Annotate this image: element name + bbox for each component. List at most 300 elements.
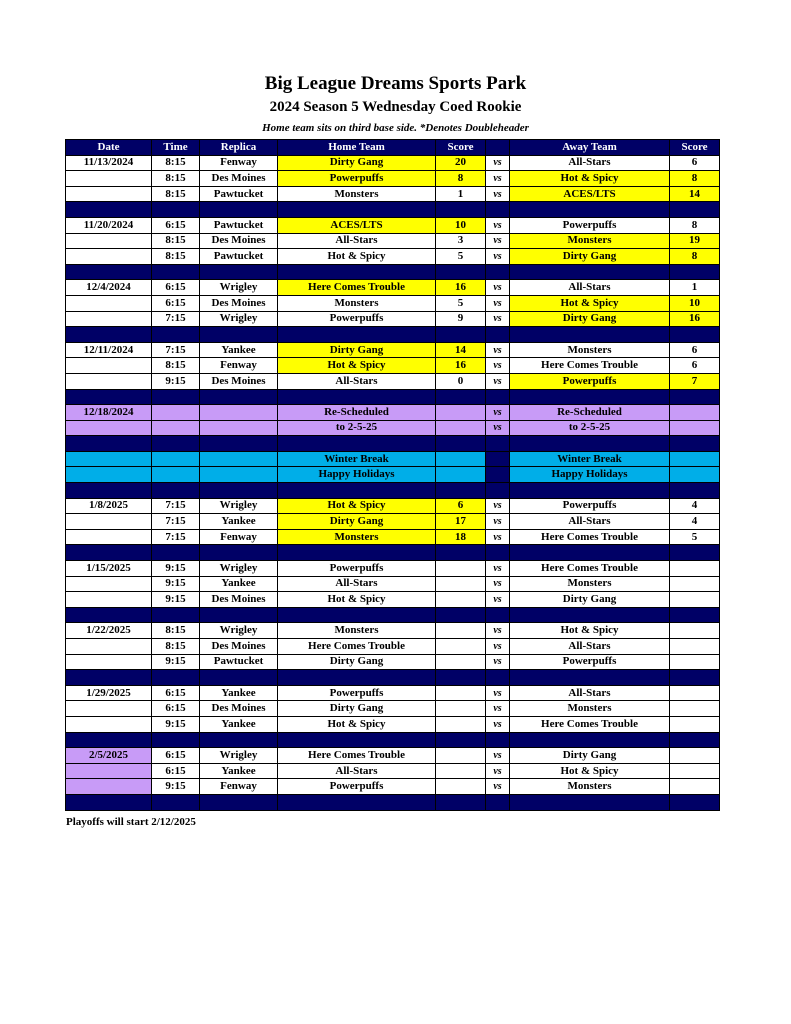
header-away-team: Away Team (510, 140, 670, 156)
away-team-cell: ACES/LTS (510, 186, 670, 202)
away-score-cell (670, 561, 720, 577)
separator-cell (670, 483, 720, 499)
separator-cell (278, 389, 436, 405)
vs-cell: vs (486, 763, 510, 779)
time-cell: 9:15 (152, 592, 200, 608)
home-team-cell: Hot & Spicy (278, 716, 436, 732)
table-row (66, 748, 720, 764)
away-team-cell: All-Stars (510, 685, 670, 701)
home-score-cell (436, 451, 486, 467)
home-score-cell: 3 (436, 233, 486, 249)
home-team-cell: Monsters (278, 186, 436, 202)
separator-cell (66, 607, 152, 623)
separator-cell (152, 607, 200, 623)
home-score-cell: 0 (436, 373, 486, 389)
separator-cell (278, 483, 436, 499)
home-team-cell: Powerpuffs (278, 561, 436, 577)
replica-cell: Wrigley (200, 561, 278, 577)
date-cell: 11/13/2024 (66, 155, 152, 171)
home-score-cell: 14 (436, 342, 486, 358)
home-team-cell: Monsters (278, 295, 436, 311)
away-score-cell (670, 748, 720, 764)
separator-row (66, 264, 720, 280)
replica-cell: Des Moines (200, 171, 278, 187)
separator-cell (486, 264, 510, 280)
separator-cell (200, 483, 278, 499)
date-cell (66, 451, 152, 467)
away-score-cell (670, 701, 720, 717)
separator-cell (152, 732, 200, 748)
separator-cell (200, 327, 278, 343)
separator-cell (510, 607, 670, 623)
home-team-cell: Hot & Spicy (278, 592, 436, 608)
header-time: Time (152, 140, 200, 156)
date-cell: 1/8/2025 (66, 498, 152, 514)
separator-cell (670, 264, 720, 280)
schedule-table (65, 139, 720, 811)
separator-cell (670, 389, 720, 405)
away-team-cell: Here Comes Trouble (510, 716, 670, 732)
away-team-cell: to 2-5-25 (510, 420, 670, 436)
home-team-cell: Dirty Gang (278, 654, 436, 670)
vs-cell: vs (486, 405, 510, 421)
separator-cell (436, 670, 486, 686)
page-title: Big League Dreams Sports Park (264, 73, 527, 94)
away-team-cell: Monsters (510, 233, 670, 249)
time-cell: 8:15 (152, 186, 200, 202)
separator-cell (436, 545, 486, 561)
header-vs (486, 140, 510, 156)
date-cell (66, 639, 152, 655)
away-team-cell: Dirty Gang (510, 748, 670, 764)
home-team-cell: Winter Break (278, 451, 436, 467)
away-score-cell (670, 716, 720, 732)
home-score-cell: 16 (436, 280, 486, 296)
away-score-cell: 4 (670, 498, 720, 514)
date-cell (66, 763, 152, 779)
away-team-cell: Winter Break (510, 451, 670, 467)
vs-cell: vs (486, 295, 510, 311)
away-score-cell: 6 (670, 155, 720, 171)
away-score-cell (670, 576, 720, 592)
away-team-cell: Monsters (510, 779, 670, 795)
table-row (66, 358, 720, 374)
vs-cell: vs (486, 358, 510, 374)
separator-cell (152, 670, 200, 686)
table-row (66, 373, 720, 389)
replica-cell: Pawtucket (200, 654, 278, 670)
vs-cell: vs (486, 561, 510, 577)
vs-cell: vs (486, 249, 510, 265)
time-cell: 6:15 (152, 763, 200, 779)
replica-cell (200, 420, 278, 436)
schedule-note: Home team sits on third base side. *Denotes Doubleheader (262, 122, 529, 134)
away-team-cell: Re-Scheduled (510, 405, 670, 421)
away-team-cell: All-Stars (510, 639, 670, 655)
separator-cell (200, 732, 278, 748)
away-score-cell: 19 (670, 233, 720, 249)
away-team-cell: Monsters (510, 342, 670, 358)
separator-cell (66, 794, 152, 810)
date-cell (66, 358, 152, 374)
date-cell: 12/4/2024 (66, 280, 152, 296)
home-score-cell (436, 623, 486, 639)
replica-cell: Yankee (200, 342, 278, 358)
header-date: Date (66, 140, 152, 156)
date-cell (66, 716, 152, 732)
home-score-cell: 5 (436, 295, 486, 311)
separator-cell (66, 327, 152, 343)
date-cell (66, 529, 152, 545)
time-cell: 8:15 (152, 171, 200, 187)
separator-cell (670, 202, 720, 218)
date-cell: 1/22/2025 (66, 623, 152, 639)
separator-row (66, 436, 720, 452)
separator-cell (510, 389, 670, 405)
separator-cell (670, 670, 720, 686)
separator-cell (670, 794, 720, 810)
separator-cell (66, 202, 152, 218)
vs-cell: vs (486, 779, 510, 795)
separator-cell (486, 545, 510, 561)
table-row (66, 576, 720, 592)
table-row (66, 623, 720, 639)
replica-cell: Des Moines (200, 639, 278, 655)
replica-cell: Pawtucket (200, 217, 278, 233)
separator-cell (152, 436, 200, 452)
separator-cell (486, 732, 510, 748)
home-team-cell: Powerpuffs (278, 779, 436, 795)
home-team-cell: Re-Scheduled (278, 405, 436, 421)
vs-cell: vs (486, 155, 510, 171)
replica-cell: Wrigley (200, 280, 278, 296)
time-cell: 8:15 (152, 249, 200, 265)
replica-cell: Des Moines (200, 592, 278, 608)
separator-cell (152, 545, 200, 561)
replica-cell (200, 451, 278, 467)
separator-row (66, 732, 720, 748)
away-team-cell: Here Comes Trouble (510, 358, 670, 374)
separator-cell (200, 670, 278, 686)
away-team-cell: Monsters (510, 576, 670, 592)
away-team-cell: Here Comes Trouble (510, 561, 670, 577)
replica-cell: Des Moines (200, 373, 278, 389)
home-score-cell (436, 716, 486, 732)
date-cell (66, 701, 152, 717)
separator-cell (66, 483, 152, 499)
replica-cell: Yankee (200, 685, 278, 701)
separator-cell (152, 794, 200, 810)
away-team-cell: All-Stars (510, 280, 670, 296)
home-team-cell: to 2-5-25 (278, 420, 436, 436)
vs-cell: vs (486, 685, 510, 701)
home-score-cell (436, 467, 486, 483)
separator-cell (510, 483, 670, 499)
replica-cell: Des Moines (200, 233, 278, 249)
separator-cell (200, 794, 278, 810)
separator-cell (278, 327, 436, 343)
away-team-cell: Powerpuffs (510, 654, 670, 670)
away-team-cell: Happy Holidays (510, 467, 670, 483)
separator-cell (510, 545, 670, 561)
home-team-cell: Monsters (278, 623, 436, 639)
separator-cell (510, 794, 670, 810)
away-score-cell: 6 (670, 342, 720, 358)
separator-row (66, 202, 720, 218)
separator-cell (152, 202, 200, 218)
away-team-cell: Powerpuffs (510, 498, 670, 514)
vs-cell: vs (486, 217, 510, 233)
time-cell: 6:15 (152, 280, 200, 296)
separator-cell (670, 732, 720, 748)
separator-cell (278, 794, 436, 810)
vs-cell: vs (486, 639, 510, 655)
separator-cell (510, 732, 670, 748)
date-cell (66, 514, 152, 530)
away-score-cell (670, 451, 720, 467)
table-row (66, 295, 720, 311)
away-score-cell (670, 623, 720, 639)
separator-cell (66, 389, 152, 405)
page-subtitle: 2024 Season 5 Wednesday Coed Rookie (269, 99, 522, 115)
vs-cell: vs (486, 623, 510, 639)
home-team-cell: All-Stars (278, 373, 436, 389)
replica-cell: Yankee (200, 763, 278, 779)
away-score-cell (670, 639, 720, 655)
away-team-cell: Dirty Gang (510, 249, 670, 265)
away-score-cell (670, 592, 720, 608)
separator-cell (200, 607, 278, 623)
home-team-cell: Here Comes Trouble (278, 639, 436, 655)
home-team-cell: Hot & Spicy (278, 358, 436, 374)
time-cell: 7:15 (152, 514, 200, 530)
replica-cell: Yankee (200, 716, 278, 732)
separator-cell (200, 545, 278, 561)
time-cell: 6:15 (152, 701, 200, 717)
home-team-cell: Dirty Gang (278, 155, 436, 171)
home-score-cell: 5 (436, 249, 486, 265)
away-team-cell: All-Stars (510, 155, 670, 171)
vs-cell: vs (486, 576, 510, 592)
home-team-cell: Here Comes Trouble (278, 280, 436, 296)
replica-cell: Des Moines (200, 701, 278, 717)
separator-cell (278, 670, 436, 686)
replica-cell (200, 405, 278, 421)
home-team-cell: All-Stars (278, 233, 436, 249)
time-cell: 6:15 (152, 217, 200, 233)
replica-cell (200, 467, 278, 483)
table-row (66, 716, 720, 732)
table-row (66, 639, 720, 655)
away-score-cell: 14 (670, 186, 720, 202)
time-cell: 9:15 (152, 654, 200, 670)
away-score-cell: 8 (670, 171, 720, 187)
time-cell (152, 451, 200, 467)
home-score-cell: 8 (436, 171, 486, 187)
table-row (66, 498, 720, 514)
separator-cell (510, 264, 670, 280)
time-cell: 8:15 (152, 233, 200, 249)
vs-cell: vs (486, 514, 510, 530)
separator-row (66, 794, 720, 810)
home-team-cell: Powerpuffs (278, 685, 436, 701)
separator-cell (152, 264, 200, 280)
date-cell (66, 295, 152, 311)
time-cell: 7:15 (152, 342, 200, 358)
home-team-cell: Powerpuffs (278, 171, 436, 187)
home-score-cell (436, 701, 486, 717)
separator-cell (200, 202, 278, 218)
vs-cell: vs (486, 233, 510, 249)
table-row (66, 779, 720, 795)
time-cell: 6:15 (152, 685, 200, 701)
home-team-cell: Dirty Gang (278, 701, 436, 717)
home-team-cell: Dirty Gang (278, 514, 436, 530)
separator-cell (670, 327, 720, 343)
time-cell: 6:15 (152, 748, 200, 764)
separator-cell (486, 436, 510, 452)
away-score-cell (670, 420, 720, 436)
separator-cell (436, 327, 486, 343)
time-cell: 8:15 (152, 639, 200, 655)
replica-cell: Yankee (200, 576, 278, 592)
home-score-cell: 10 (436, 217, 486, 233)
time-cell: 9:15 (152, 576, 200, 592)
table-row (66, 171, 720, 187)
table-row (66, 342, 720, 358)
home-score-cell (436, 654, 486, 670)
replica-cell: Fenway (200, 155, 278, 171)
separator-cell (486, 389, 510, 405)
home-score-cell (436, 420, 486, 436)
away-score-cell (670, 405, 720, 421)
home-score-cell: 1 (436, 186, 486, 202)
table-row (66, 155, 720, 171)
vs-cell: vs (486, 171, 510, 187)
separator-cell (436, 202, 486, 218)
vs-cell (486, 467, 510, 483)
replica-cell: Fenway (200, 779, 278, 795)
date-cell (66, 249, 152, 265)
time-cell: 7:15 (152, 529, 200, 545)
time-cell: 9:15 (152, 373, 200, 389)
separator-cell (66, 670, 152, 686)
replica-cell: Wrigley (200, 311, 278, 327)
vs-cell: vs (486, 280, 510, 296)
time-cell: 7:15 (152, 311, 200, 327)
replica-cell: Wrigley (200, 748, 278, 764)
date-cell (66, 576, 152, 592)
separator-cell (486, 483, 510, 499)
vs-cell: vs (486, 654, 510, 670)
separator-cell (66, 732, 152, 748)
time-cell (152, 405, 200, 421)
home-team-cell: Happy Holidays (278, 467, 436, 483)
header-home-team: Home Team (278, 140, 436, 156)
table-row (66, 529, 720, 545)
home-score-cell (436, 685, 486, 701)
replica-cell: Yankee (200, 514, 278, 530)
playoffs-note: Playoffs will start 2/12/2025 (66, 816, 196, 828)
time-cell: 6:15 (152, 295, 200, 311)
vs-cell: vs (486, 498, 510, 514)
home-score-cell (436, 561, 486, 577)
away-score-cell (670, 779, 720, 795)
separator-cell (436, 794, 486, 810)
away-score-cell: 6 (670, 358, 720, 374)
away-team-cell: Hot & Spicy (510, 623, 670, 639)
table-row (66, 451, 720, 467)
separator-cell (670, 436, 720, 452)
home-team-cell: Powerpuffs (278, 311, 436, 327)
separator-cell (486, 670, 510, 686)
table-row (66, 467, 720, 483)
away-team-cell: Monsters (510, 701, 670, 717)
table-row (66, 561, 720, 577)
replica-cell: Wrigley (200, 498, 278, 514)
home-score-cell: 16 (436, 358, 486, 374)
separator-cell (436, 436, 486, 452)
away-score-cell (670, 685, 720, 701)
header-replica: Replica (200, 140, 278, 156)
away-team-cell: Here Comes Trouble (510, 529, 670, 545)
replica-cell: Pawtucket (200, 249, 278, 265)
date-cell (66, 186, 152, 202)
away-score-cell: 7 (670, 373, 720, 389)
schedule-body (66, 155, 720, 810)
home-team-cell: Here Comes Trouble (278, 748, 436, 764)
separator-cell (436, 607, 486, 623)
table-row (66, 405, 720, 421)
home-score-cell (436, 748, 486, 764)
table-row (66, 701, 720, 717)
time-cell (152, 420, 200, 436)
away-score-cell: 10 (670, 295, 720, 311)
home-score-cell: 20 (436, 155, 486, 171)
separator-cell (436, 264, 486, 280)
date-cell: 12/11/2024 (66, 342, 152, 358)
vs-cell: vs (486, 186, 510, 202)
vs-cell (486, 451, 510, 467)
separator-row (66, 389, 720, 405)
home-score-cell (436, 763, 486, 779)
date-cell (66, 592, 152, 608)
away-team-cell: Dirty Gang (510, 592, 670, 608)
away-score-cell: 8 (670, 217, 720, 233)
separator-cell (278, 545, 436, 561)
table-row (66, 514, 720, 530)
separator-cell (486, 607, 510, 623)
time-cell: 9:15 (152, 716, 200, 732)
vs-cell: vs (486, 311, 510, 327)
vs-cell: vs (486, 716, 510, 732)
table-row (66, 233, 720, 249)
separator-cell (66, 436, 152, 452)
away-score-cell: 16 (670, 311, 720, 327)
header-home-score: Score (436, 140, 486, 156)
home-team-cell: Monsters (278, 529, 436, 545)
date-cell (66, 171, 152, 187)
separator-cell (152, 483, 200, 499)
date-cell: 1/29/2025 (66, 685, 152, 701)
home-team-cell: Hot & Spicy (278, 249, 436, 265)
separator-cell (278, 607, 436, 623)
separator-cell (486, 794, 510, 810)
separator-row (66, 670, 720, 686)
vs-cell: vs (486, 373, 510, 389)
replica-cell: Fenway (200, 358, 278, 374)
separator-cell (200, 389, 278, 405)
